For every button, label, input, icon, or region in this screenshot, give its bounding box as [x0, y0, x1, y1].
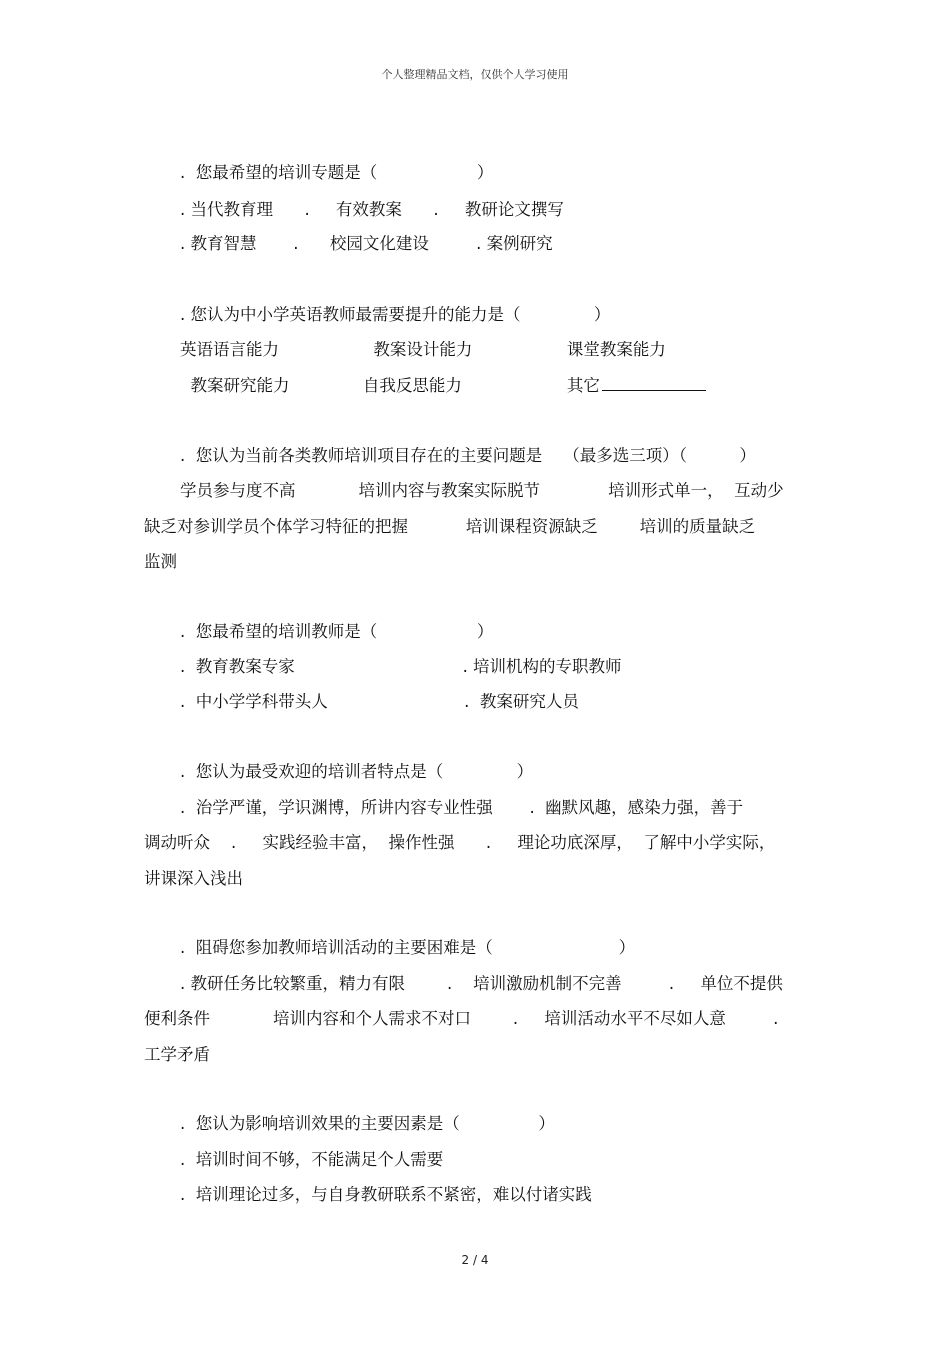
question-6-options-row-3: 工学矛盾	[144, 1045, 210, 1064]
question-2-options-row-1: 英语语言能力 教案设计能力 课堂教案能力	[180, 340, 666, 359]
question-1-options-row-2: . 教育智慧 . 校园文化建设 . 案例研究	[180, 234, 553, 253]
page-header: 个人整理精品文档，仅供个人学习使用	[381, 68, 569, 81]
question-3-title: . 您认为当前各类教师培训项目存在的主要问题是 （最多选三项）（ ）	[180, 446, 756, 465]
question-6-title: . 阻碍您参加教师培训活动的主要困难是（ ）	[180, 938, 636, 957]
question-6-options-row-2: 便利条件 培训内容和个人需求不对口 . 培训活动水平不尽如人意 .	[144, 1009, 779, 1028]
question-5-options-row-3: 讲课深入浅出	[144, 869, 243, 888]
question-5-options-row-2: 调动听众 . 实践经验丰富， 操作性强 . 理论功底深厚， 了解中小学实际，	[144, 833, 776, 852]
question-3-options-row-1: 学员参与度不高 培训内容与教案实际脱节 培训形式单一， 互动少	[180, 481, 784, 500]
page-number: 2 / 4	[461, 1253, 489, 1267]
question-7-options-row-1: . 培训时间不够，不能满足个人需要	[180, 1150, 444, 1169]
question-2-options-row-2-text: 教案研究能力 自我反思能力 其它	[180, 376, 600, 395]
question-5-options-row-1: . 治学严谨，学识渊博，所讲内容专业性强 . 幽默风趣，感染力强，善于	[180, 798, 744, 817]
question-1-title: . 您最希望的培训专题是（ ）	[180, 163, 494, 182]
question-2-options-row-2	[180, 374, 706, 396]
question-4-title: . 您最希望的培训教师是（ ）	[180, 622, 494, 641]
question-4-options-row-1: . 教育教案专家 . 培训机构的专职教师	[180, 657, 622, 676]
question-3-options-row-2: 缺乏对参训学员个体学习特征的把握 培训课程资源缺乏 培训的质量缺乏	[144, 517, 756, 536]
question-2-title: . 您认为中小学英语教师最需要提升的能力是（ ）	[180, 305, 611, 324]
question-6-options-row-1: . 教研任务比较繁重，精力有限 . 培训激励机制不完善 . 单位不提供	[180, 974, 783, 993]
question-3-options-row-3: 监测	[144, 552, 177, 571]
question-7-options-row-2: . 培训理论过多，与自身教研联系不紧密，难以付诸实践	[180, 1185, 592, 1204]
answer-blank-line	[602, 374, 706, 391]
question-4-options-row-2: . 中小学学科带头人 . 教案研究人员	[180, 692, 579, 711]
question-1-options-row-1: . 当代教育理 . 有效教案 . 教研论文撰写	[180, 200, 564, 219]
question-5-title: . 您认为最受欢迎的培训者特点是（ ）	[180, 762, 534, 781]
question-7-title: . 您认为影响培训效果的主要因素是（ ）	[180, 1114, 555, 1133]
